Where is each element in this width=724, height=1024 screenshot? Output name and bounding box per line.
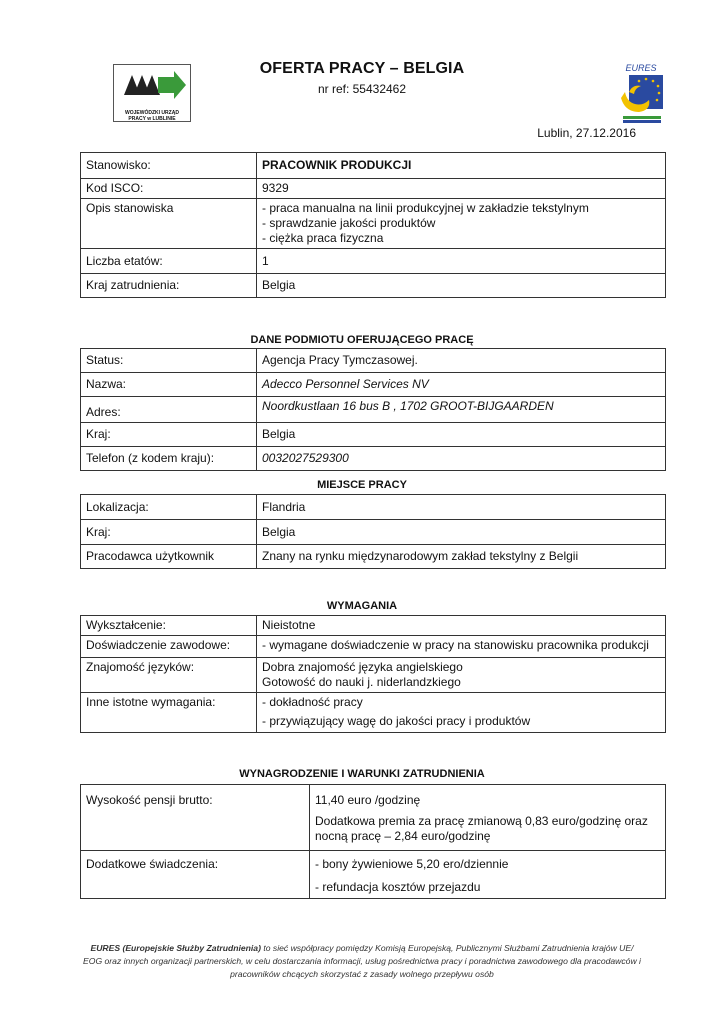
- cell-label: Opis stanowiska: [81, 199, 257, 249]
- cell-value: Agencja Pracy Tymczasowej.: [257, 349, 666, 373]
- cell-label: Dodatkowe świadczenia:: [81, 851, 310, 899]
- cell-label: Stanowisko:: [81, 153, 257, 179]
- reference-number: nr ref: 55432462: [317, 82, 407, 96]
- salary-table: [80, 784, 666, 899]
- table-row: [81, 349, 666, 373]
- table-row: [81, 423, 666, 447]
- cell-value: [310, 851, 666, 899]
- table-row: [81, 616, 666, 636]
- cell-value: [310, 785, 666, 851]
- cell-value: Adecco Personnel Services NV: [257, 373, 666, 397]
- section-heading-employer: DANE PODMIOTU OFERUJĄCEGO PRACĘ: [250, 334, 474, 346]
- cell-label: Kod ISCO:: [81, 179, 257, 199]
- footer-note: [80, 942, 644, 981]
- cell-value: Nieistotne: [257, 616, 666, 636]
- cell-value: [257, 199, 666, 249]
- footer-text: to sieć współpracy pomiędzy Komisją Europejską, Publicznymi Służbami Zatrudnienia krajów UE/ EOG oraz innych organizacji partnerskich, w celu dostarczania informacji, usług pośrednictwa pracy i poradnictwa zawodowego dla pracodawców i pracowników chcących skorzystać z zasady wolnego przepływu osób: [83, 943, 641, 979]
- cell-label: Znajomość języków:: [81, 658, 257, 693]
- wup-logo-text: WOJEWÓDZKI URZĄD PRACY w LUBLINIE: [125, 110, 179, 122]
- table-row: [81, 447, 666, 471]
- employer-table: [80, 348, 666, 471]
- section-heading-salary: WYNAGRODZENIE I WARUNKI ZATRUDNIENIA: [239, 768, 485, 780]
- table-row: [81, 397, 666, 423]
- cell-value: 0032027529300: [257, 447, 666, 471]
- table-row: [81, 495, 666, 520]
- cell-label: Lokalizacja:: [81, 495, 257, 520]
- line: - przywiązujący wagę do jakości pracy i produktów: [262, 714, 531, 728]
- cell-value: [257, 693, 666, 733]
- cell-label: Kraj:: [81, 423, 257, 447]
- line: Dodatkowa premia za pracę zmianową 0,83 euro/godzinę oraz nocną pracę – 2,84 euro/godzinę: [315, 814, 648, 843]
- table-row: [81, 785, 666, 851]
- table-row: [81, 693, 666, 733]
- line: - praca manualna na linii produkcyjnej w zakładzie tekstylnym: [262, 201, 589, 215]
- cell-value: 1: [257, 249, 666, 274]
- table-row: [81, 658, 666, 693]
- cell-label: Telefon (z kodem kraju):: [81, 447, 257, 471]
- table-row: [81, 520, 666, 545]
- cell-value: - wymagane doświadczenie w pracy na stanowisku pracownika produkcji: [257, 636, 666, 658]
- cell-value: [257, 658, 666, 693]
- cell-label: Inne istotne wymagania:: [81, 693, 257, 733]
- location-table: [80, 494, 666, 569]
- table-row: [81, 274, 666, 298]
- requirements-table: [80, 615, 666, 733]
- table-row: [81, 636, 666, 658]
- line: - sprawdzanie jakości produktów: [262, 216, 436, 230]
- table-row: [81, 249, 666, 274]
- document-date: Lublin, 27.12.2016: [537, 126, 636, 140]
- cell-label: Kraj:: [81, 520, 257, 545]
- cell-value: 9329: [257, 179, 666, 199]
- cell-value: PRACOWNIK PRODUKCJI: [257, 153, 666, 179]
- line: 11,40 euro /godzinę: [315, 793, 421, 807]
- cell-label: Nazwa:: [81, 373, 257, 397]
- cell-label: Doświadczenie zawodowe:: [81, 636, 257, 658]
- cell-label: Wysokość pensji brutto:: [81, 785, 310, 851]
- job-table: [80, 152, 666, 298]
- cell-label: Pracodawca użytkownik: [81, 545, 257, 569]
- line: Gotowość do nauki j. niderlandzkiego: [262, 675, 461, 689]
- cell-value: Belgia: [257, 520, 666, 545]
- footer-bold: EURES (Europejskie Służby Zatrudnienia): [90, 943, 261, 953]
- table-row: [81, 545, 666, 569]
- cell-label: Kraj zatrudnienia:: [81, 274, 257, 298]
- cell-label: Status:: [81, 349, 257, 373]
- section-heading-location: MIEJSCE PRACY: [317, 479, 407, 491]
- line: - bony żywieniowe 5,20 ero/dziennie: [315, 857, 509, 871]
- line: - dokładność pracy: [262, 695, 363, 709]
- line: - refundacja kosztów przejazdu: [315, 880, 481, 894]
- line: - ciężka praca fizyczna: [262, 231, 384, 245]
- cell-value: Noordkustlaan 16 bus B , 1702 GROOT-BIJGAARDEN: [257, 397, 666, 423]
- table-row: [81, 179, 666, 199]
- cell-label: Wykształcenie:: [81, 616, 257, 636]
- table-row: [81, 199, 666, 249]
- cell-value: Flandria: [257, 495, 666, 520]
- table-row: [81, 373, 666, 397]
- line: Dobra znajomość języka angielskiego: [262, 660, 463, 674]
- table-row: [81, 153, 666, 179]
- cell-value: Znany na rynku międzynarodowym zakład tekstylny z Belgii: [257, 545, 666, 569]
- table-row: [81, 851, 666, 899]
- cell-label: Adres:: [81, 397, 257, 423]
- page-title: OFERTA PRACY – BELGIA: [259, 60, 465, 77]
- cell-value: Belgia: [257, 423, 666, 447]
- eures-logo-text: EURES: [625, 63, 657, 73]
- section-heading-requirements: WYMAGANIA: [326, 600, 398, 612]
- cell-value: Belgia: [257, 274, 666, 298]
- cell-label: Liczba etatów:: [81, 249, 257, 274]
